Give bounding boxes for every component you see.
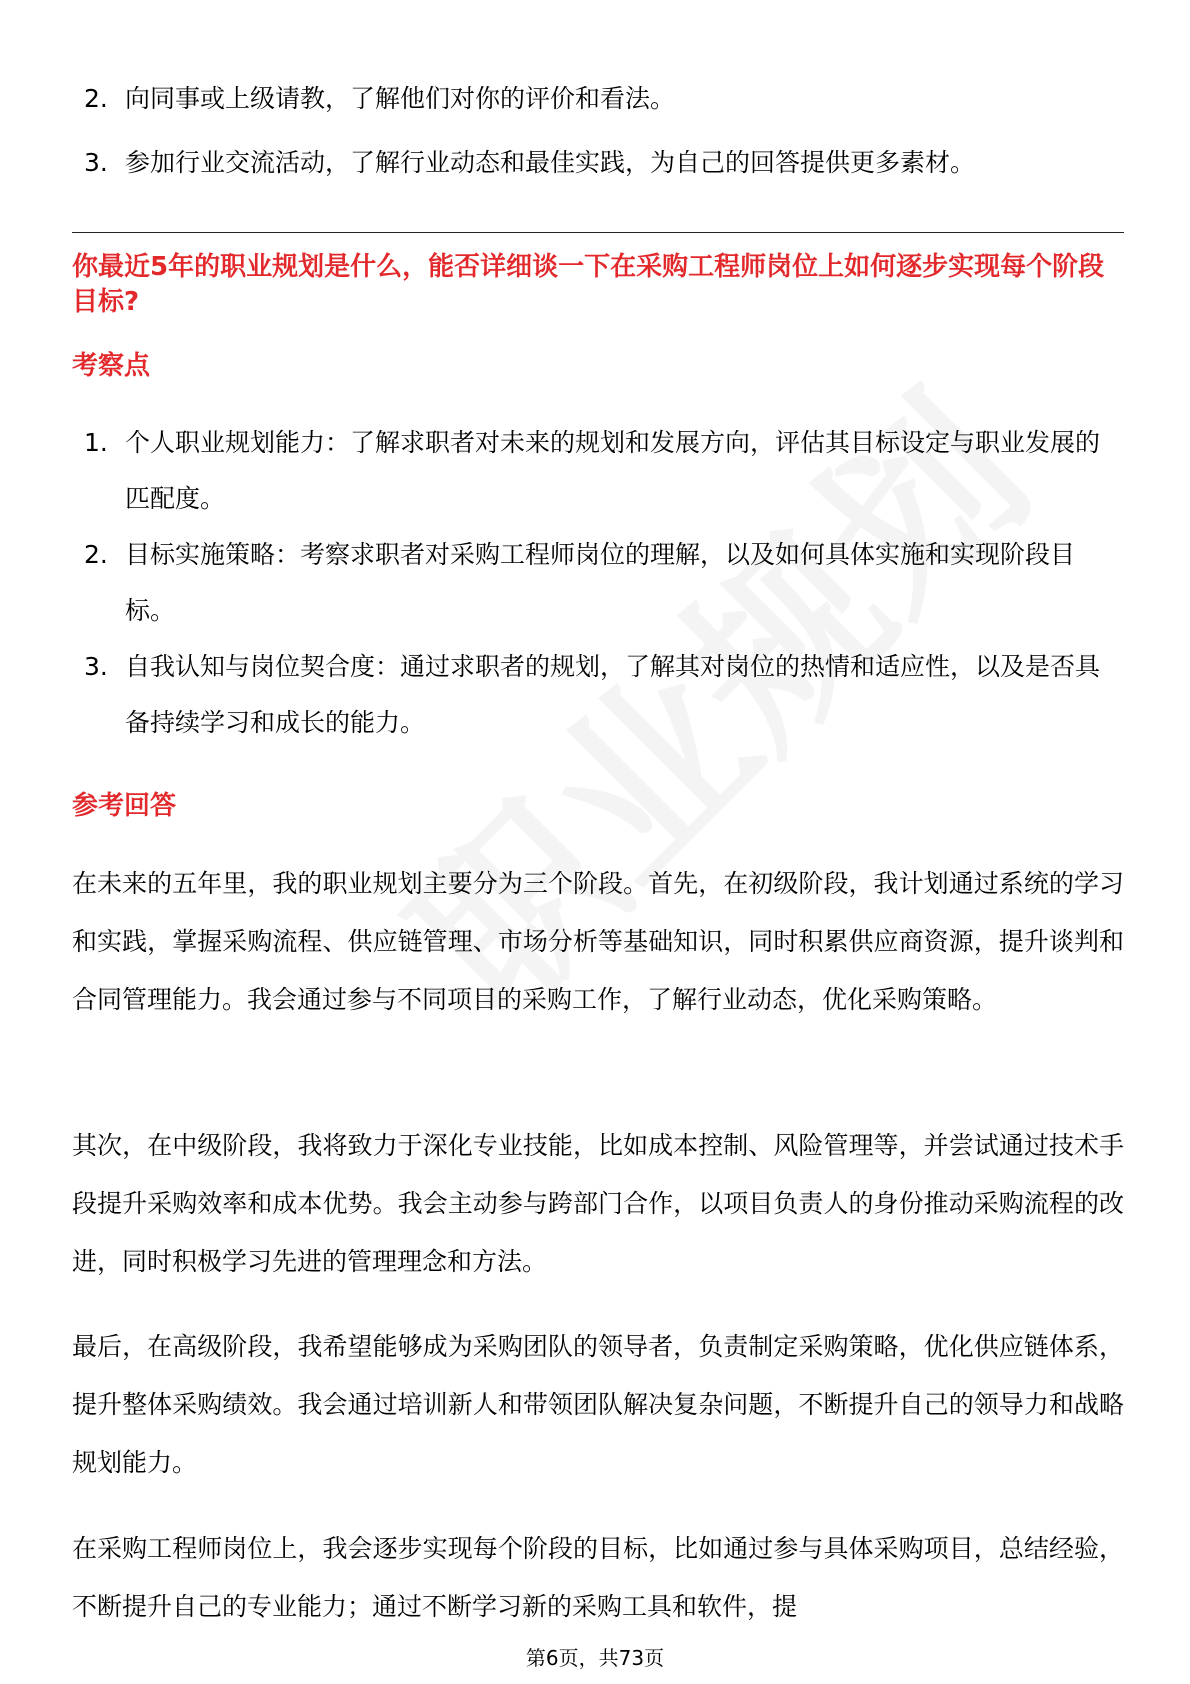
list-item <box>72 131 1124 195</box>
list-item-number: 2. <box>84 84 108 113</box>
list-item-number: 1. <box>84 428 108 457</box>
list-item-text: 目标实施策略：考察求职者对采购工程师岗位的理解，以及如何具体实施和实现阶段目标。 <box>125 540 1076 625</box>
list-item <box>72 639 1124 751</box>
answer-paragraph: 在采购工程师岗位上，我会逐步实现每个阶段的目标，比如通过参与具体采购项目，总结经验，不断提升自己的专业能力；通过不断学习新的采购工具和软件，提 <box>72 1534 1124 1621</box>
reference-answer-heading: 参考回答 <box>72 791 177 821</box>
answer-paragraph: 最后，在高级阶段，我希望能够成为采购团队的领导者，负责制定采购策略，优化供应链体系，提升整体采购绩效。我会通过培训新人和带领团队解决复杂问题，不断提升自己的领导力和战略规划能力。 <box>72 1332 1124 1477</box>
list-item-text: 自我认知与岗位契合度：通过求职者的规划，了解其对岗位的热情和适应性，以及是否具备持续学习和成长的能力。 <box>125 652 1101 737</box>
list-item-number: 3. <box>84 652 108 681</box>
list-item <box>72 527 1124 639</box>
assessment-points-list <box>72 415 1124 751</box>
list-item-text: 个人职业规划能力：了解求职者对未来的规划和发展方向，评估其目标设定与职业发展的匹配度。 <box>125 428 1101 513</box>
answer-paragraph: 其次，在中级阶段，我将致力于深化专业技能，比如成本控制、风险管理等，并尝试通过技术手段提升采购效率和成本优势。我会主动参与跨部门合作，以项目负责人的身份推动采购流程的改进，同时积极学习先进的管理理念和方法。 <box>72 1131 1124 1276</box>
section-divider <box>72 232 1124 233</box>
assessment-points-heading: 考察点 <box>72 351 151 381</box>
answer-paragraph: 在未来的五年里，我的职业规划主要分为三个阶段。首先，在初级阶段，我计划通过系统的学习和实践，掌握采购流程、供应链管理、市场分析等基础知识，同时积累供应商资源，提升谈判和合同管理能力。我会通过参与不同项目的采购工作，了解行业动态，优化采购策略。 <box>72 869 1124 1014</box>
page-footer: 第6页，共73页 <box>525 1646 665 1670</box>
question-title: 你最近5年的职业规划是什么，能否详细谈一下在采购工程师岗位上如何逐步实现每个阶段目标? <box>72 252 1105 317</box>
list-item <box>72 415 1124 527</box>
list-item-text: 参加行业交流活动，了解行业动态和最佳实践，为自己的回答提供更多素材。 <box>125 148 976 177</box>
list-item-number: 3. <box>84 148 108 177</box>
list-item-number: 2. <box>84 540 108 569</box>
previous-tips-list <box>72 67 1124 195</box>
list-item-text: 向同事或上级请教，了解他们对你的评价和看法。 <box>125 84 676 113</box>
list-item <box>72 67 1124 131</box>
